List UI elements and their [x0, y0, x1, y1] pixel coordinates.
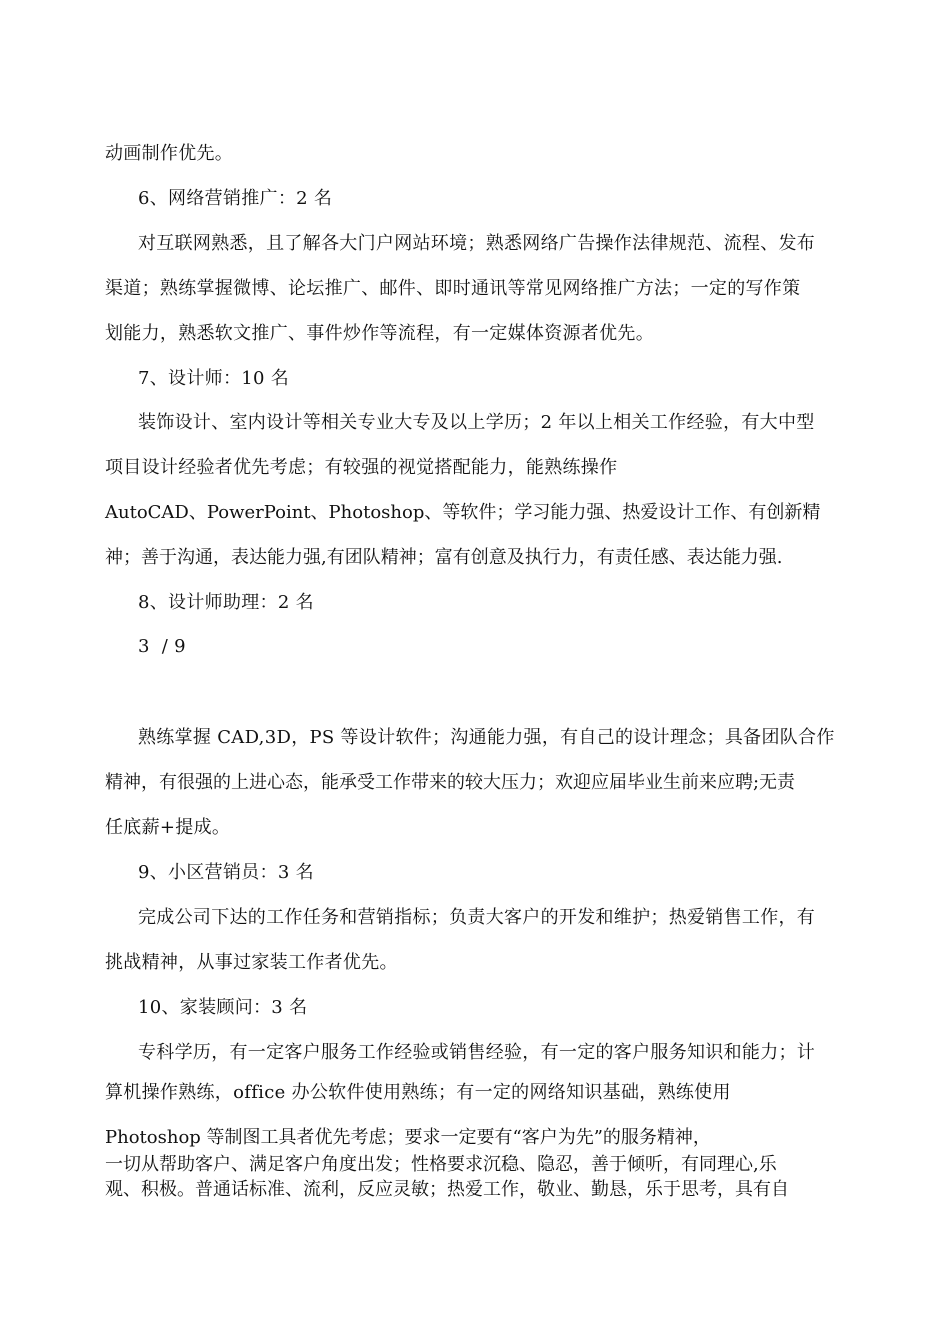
section-heading-10: 10、家装顾问：3 名 — [138, 997, 308, 1018]
paragraph-line: 对互联网熟悉，且了解各大门户网站环境；熟悉网络广告操作法律规范、流程、发布 — [138, 233, 816, 254]
paragraph-line: 专科学历，有一定客户服务工作经验或销售经验，有一定的客户服务知识和能力；计 — [138, 1042, 816, 1063]
paragraph-line: 精神，有很强的上进心态，能承受工作带来的较大压力；欢迎应届毕业生前来应聘;无责 — [105, 772, 796, 793]
paragraph-line: 挑战精神，从事过家装工作者优先。 — [105, 952, 398, 973]
paragraph-line: 一切从帮助客户、满足客户角度出发；性格要求沉稳、隐忍，善于倾听，有同理心,乐 — [105, 1154, 777, 1175]
section-heading-8: 8、设计师助理：2 名 — [138, 592, 314, 613]
paragraph-line: 神；善于沟通，表达能力强,有团队精神；富有创意及执行力，有责任感、表达能力强. — [105, 547, 783, 568]
paragraph-line: 算机操作熟练，office 办公软件使用熟练；有一定的网络知识基础，熟练使用 — [105, 1082, 731, 1103]
paragraph-line: 装饰设计、室内设计等相关专业大专及以上学历；2 年以上相关工作经验，有大中型 — [138, 412, 815, 433]
paragraph-line: Photoshop 等制图工具者优先考虑；要求一定要有“客户为先”的服务精神， — [105, 1127, 711, 1148]
paragraph-line: 划能力，熟悉软文推广、事件炒作等流程，有一定媒体资源者优先。 — [105, 323, 654, 344]
paragraph-line: 项目设计经验者优先考虑；有较强的视觉搭配能力，能熟练操作 — [105, 457, 618, 478]
page-number: 3 / 9 — [138, 636, 186, 657]
paragraph-line: AutoCAD、PowerPoint、Photoshop、等软件；学习能力强、热爱设计工作、有创新精 — [105, 502, 821, 523]
paragraph-line: 动画制作优先。 — [105, 143, 234, 164]
section-heading-9: 9、小区营销员：3 名 — [138, 862, 314, 883]
paragraph-line: 任底薪+提成。 — [105, 817, 231, 838]
section-heading-6: 6、网络营销推广：2 名 — [138, 188, 333, 209]
paragraph-line: 观、积极。普通话标准、流利，反应灵敏；热爱工作，敬业、勤恳，乐于思考，具有自 — [105, 1179, 789, 1200]
section-heading-7: 7、设计师：10 名 — [138, 368, 290, 389]
paragraph-line: 熟练掌握 CAD,3D，PS 等设计软件；沟通能力强，有自己的设计理念；具备团队合作 — [138, 727, 835, 748]
paragraph-line: 完成公司下达的工作任务和营销指标；负责大客户的开发和维护；热爱销售工作，有 — [138, 907, 816, 928]
paragraph-line: 渠道；熟练掌握微博、论坛推广、邮件、即时通讯等常见网络推广方法；一定的写作策 — [105, 278, 801, 299]
